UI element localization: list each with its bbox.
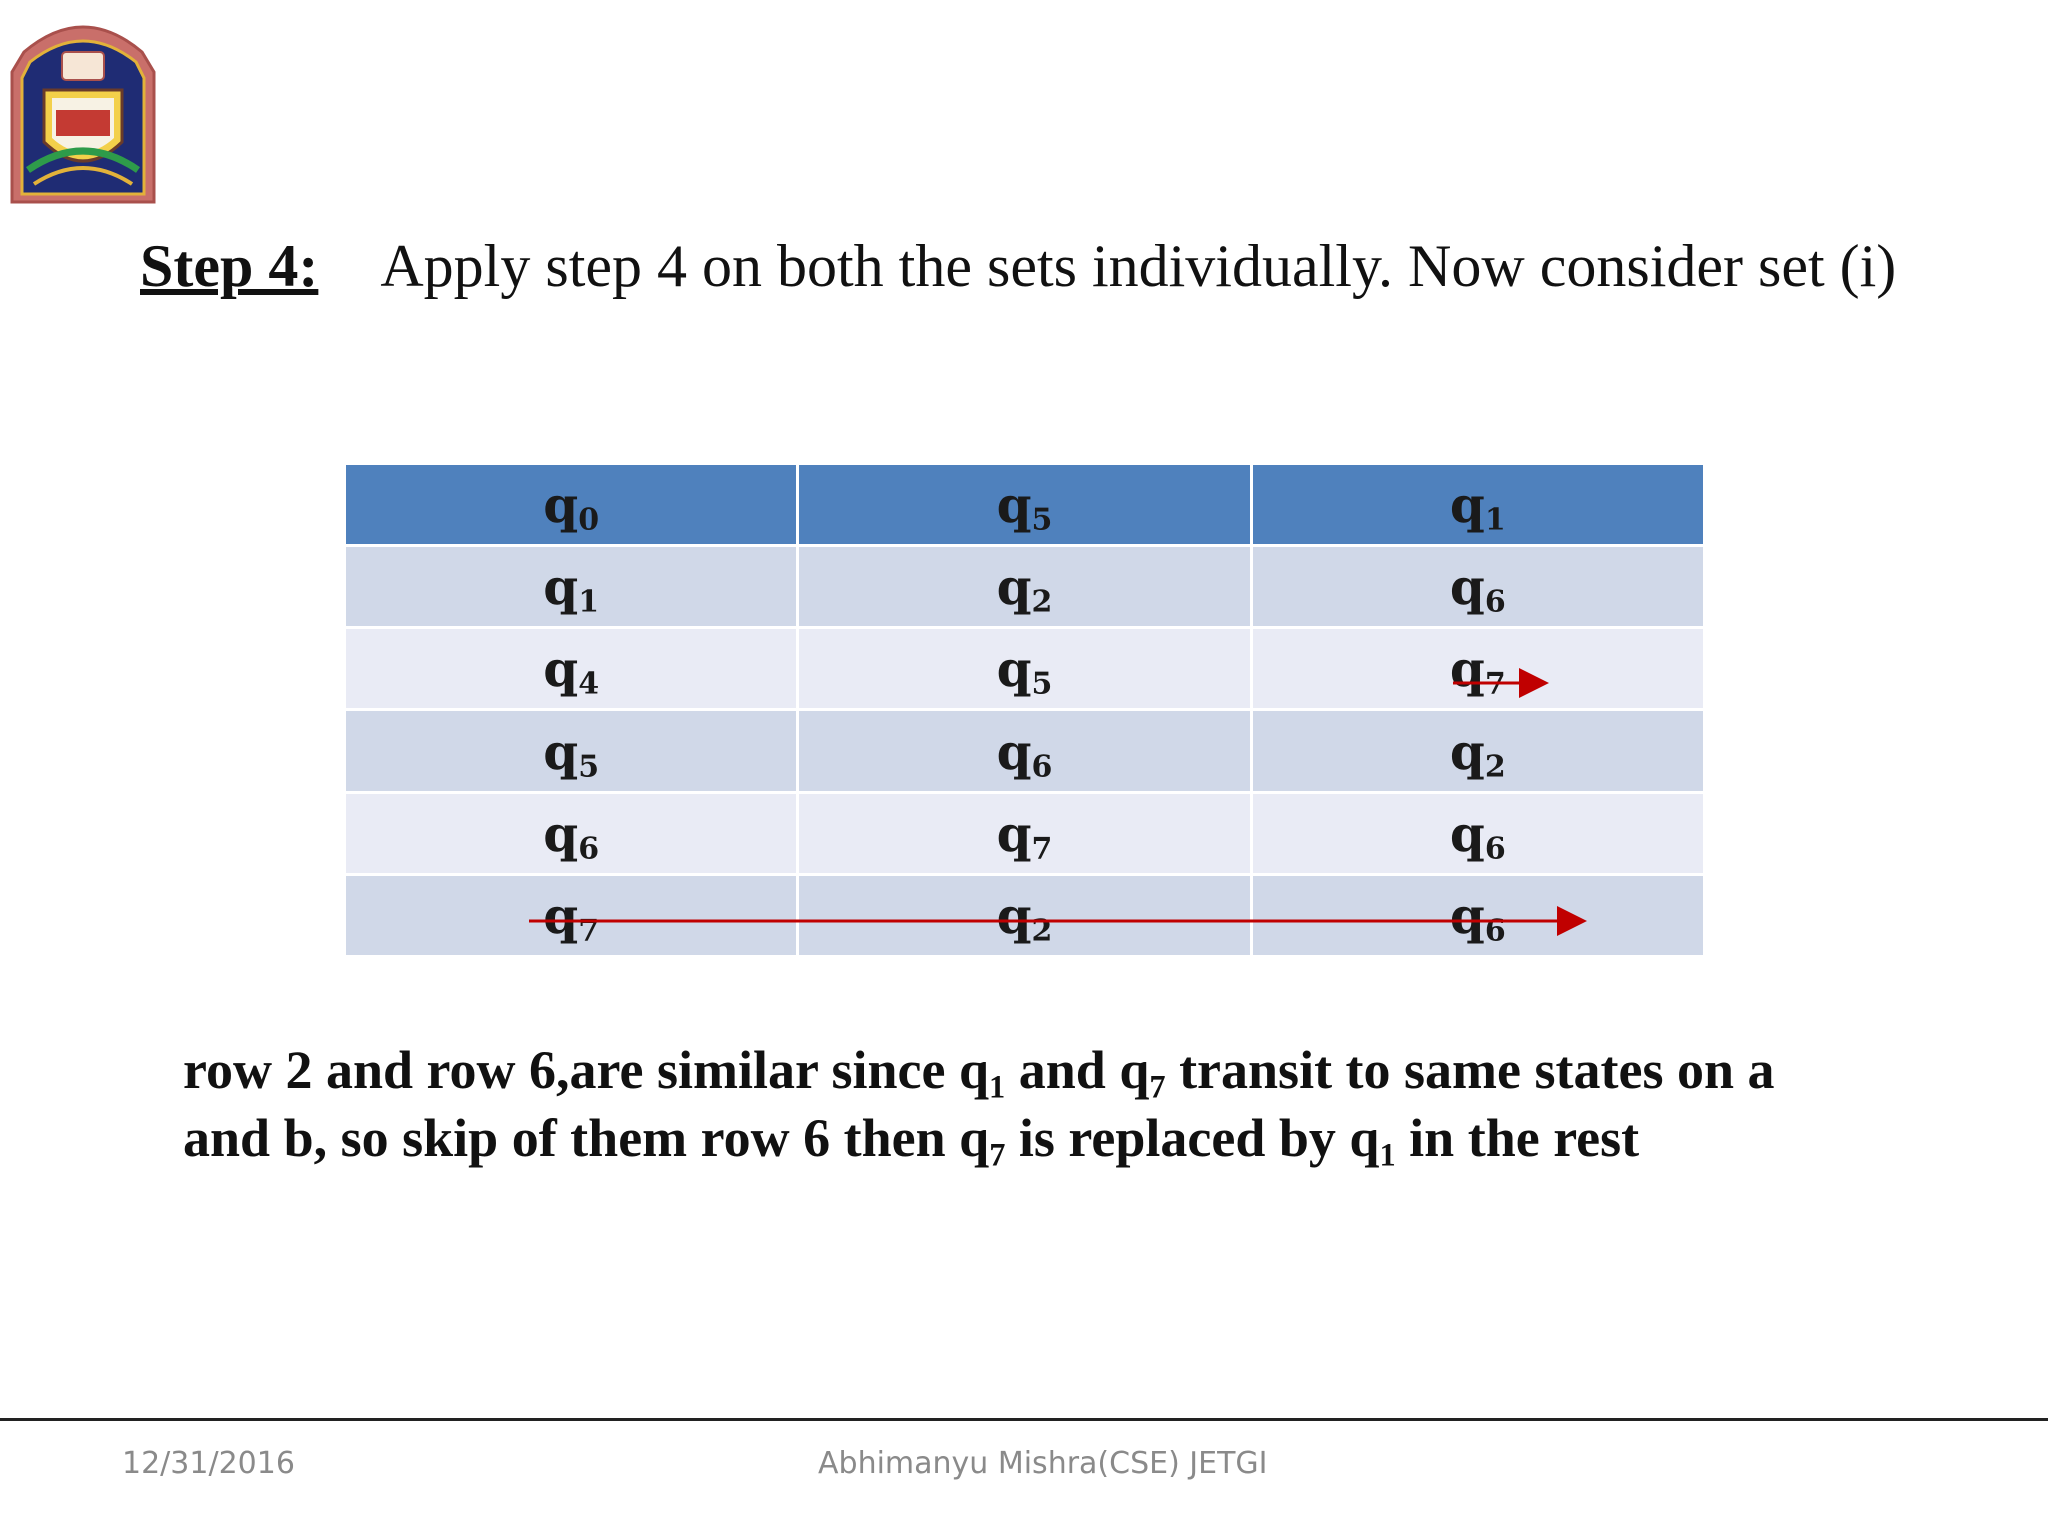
table-cell: $q_2$ [1253, 711, 1703, 790]
explanation-line-1: row 2 and row 6,are similar since $q_1$ and $q_7$ transit to same states on a [183, 1040, 1775, 1106]
state-transition-table [343, 462, 1706, 958]
table-row [346, 794, 1703, 873]
explanation-line-2: and b, so skip of them row 6 then $q_7$ is replaced by $q_1$ in the rest [183, 1108, 1640, 1174]
table-row [346, 876, 1703, 955]
table-cell: $q_1$ [346, 547, 796, 626]
step-heading [140, 232, 1896, 302]
table-cell: $q_6$ [799, 711, 1249, 790]
table-row [346, 711, 1703, 790]
table-cell: $q_6$ [1253, 547, 1703, 626]
table-cell: $q_7$ [346, 876, 796, 955]
footer-author: Abhimanyu Mishra(CSE) JETGI [818, 1446, 1268, 1481]
footer-divider [0, 1418, 2048, 1421]
step-text: Apply step 4 on both the sets individually. Now consider set (i) [380, 233, 1897, 299]
table-cell: $q_7$ [799, 794, 1249, 873]
table-cell: $q_2$ [799, 876, 1249, 955]
table-row [346, 547, 1703, 626]
table-cell: $q_6$ [1253, 876, 1703, 955]
table-header-row [346, 465, 1703, 544]
table-cell: $q_7$ [1253, 629, 1703, 708]
table-cell: $q_4$ [346, 629, 796, 708]
table-cell: $q_0$ [346, 465, 796, 544]
explanation-text [183, 1036, 1963, 1172]
table-cell: $q_6$ [346, 794, 796, 873]
table-cell: $q_1$ [1253, 465, 1703, 544]
table-cell: $q_5$ [799, 629, 1249, 708]
table-cell: $q_5$ [346, 711, 796, 790]
state-table-container [343, 462, 1706, 958]
table-cell: $q_6$ [1253, 794, 1703, 873]
step-label: Step 4: [140, 233, 319, 299]
table-cell: $q_5$ [799, 465, 1249, 544]
footer-date: 12/31/2016 [122, 1446, 295, 1481]
college-crest-logo [4, 12, 162, 208]
table-row [346, 629, 1703, 708]
crest-icon [4, 12, 162, 208]
table-cell: $q_2$ [799, 547, 1249, 626]
